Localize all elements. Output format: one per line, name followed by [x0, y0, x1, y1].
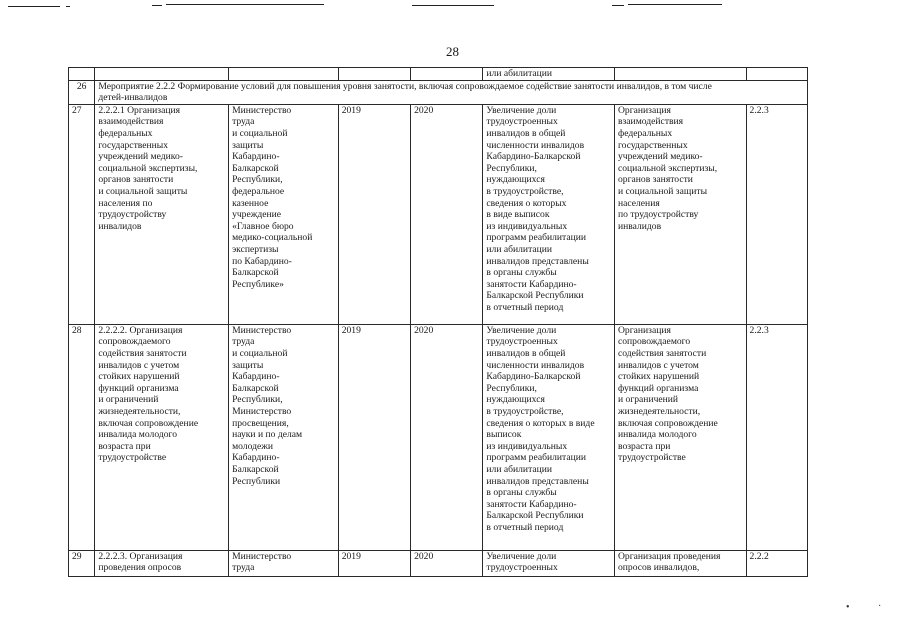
start-year: 2019 — [338, 550, 410, 576]
scan-line — [8, 6, 60, 7]
row-number: 26 — [69, 80, 95, 104]
page-number: 28 — [446, 44, 459, 59]
document-table — [68, 67, 808, 577]
measure-name: 2.2.2.2. Организация сопровождаемого содействия занятости инвалидов с учетом стойких нарушений функций организма и ограничений жизнедеятельности, включая сопровождение инвалида молодого возраста при трудоустройстве — [95, 324, 229, 550]
main-directions: Организация взаимодействия федеральных государственных учреждений медико- социальной экспертизы, органов занятости и социальной защиты населения по трудоустройству инвалидов — [614, 104, 746, 324]
executor: Министерство труда и социальной защиты Кабардино- Балкарской Республики, федеральное казенное учреждение «Главное бюро медико-социальной экспертизы по Кабардино- Балкарской Республике» — [229, 104, 339, 324]
table-row — [69, 104, 808, 324]
scan-line — [628, 4, 722, 5]
scan-speck: · — [878, 601, 882, 612]
scan-line — [412, 5, 494, 6]
event-row — [69, 80, 808, 104]
end-year: 2020 — [411, 550, 483, 576]
row-number: 28 — [69, 324, 95, 550]
measure-name: 2.2.2.3. Организация проведения опросов — [95, 550, 229, 576]
row-number: 29 — [69, 550, 95, 576]
indicator-ref: 2.2.3 — [746, 324, 807, 550]
scan-line — [612, 5, 624, 6]
executor: Министерство труда и социальной защиты Кабардино- Балкарской Республики, Министерство просвещения, науки и по делам молодежи Кабардино- Балкарской Республики — [229, 324, 339, 550]
expected-result: Увеличение доли трудоустроенных инвалидов в общей численности инвалидов Кабардино-Балкарской Республики, нуждающихся в трудоустройстве, сведения о которых в виде выписок из индивидуальных программ реабилитации или абилитации инвалидов представлены в органы службы занятости Кабардино- Балкарской Республики в отчетный период — [483, 324, 615, 550]
end-year: 2020 — [411, 324, 483, 550]
row-number: 27 — [69, 104, 95, 324]
executor: Министерство труда — [229, 550, 339, 576]
scan-speck: • — [846, 602, 850, 613]
scan-line — [66, 6, 70, 7]
start-year: 2019 — [338, 104, 410, 324]
table-row — [69, 550, 808, 576]
end-year: 2020 — [411, 104, 483, 324]
expected-result: Увеличение доли трудоустроенных инвалидов в общей численности инвалидов Кабардино-Балкарской Республики, нуждающихся в трудоустройстве, сведения о которых в виде выписок из индивидуальных программ реабилитации или абилитации инвалидов представлены в органы службы занятости Кабардино- Балкарской Республики в отчетный период — [483, 104, 615, 324]
indicator-ref: 2.2.2 — [746, 550, 807, 576]
continuation-text: или абилитации — [483, 68, 615, 81]
main-directions: Организация сопровождаемого содействия занятости инвалидов с учетом стойких нарушений функций организма и ограничений жизнедеятельности, включая сопровождение инвалида молодого возраста при трудоустройстве — [614, 324, 746, 550]
event-title: Мероприятие 2.2.2 Формирование условий для повышения уровня занятости, включая сопровождаемое содействие занятости инвалидов, в том числе детей-инвалидов — [95, 80, 808, 104]
scan-line — [166, 4, 324, 5]
scan-line — [152, 5, 162, 6]
start-year: 2019 — [338, 324, 410, 550]
continuation-row — [69, 68, 808, 81]
expected-result: Увеличение доли трудоустроенных — [483, 550, 615, 576]
table-row — [69, 324, 808, 550]
measure-name: 2.2.2.1 Организация взаимодействия федеральных государственных учреждений медико- социальной экспертизы, органов занятости и социальной защиты населения по трудоустройству инвалидов — [95, 104, 229, 324]
indicator-ref: 2.2.3 — [746, 104, 807, 324]
main-directions: Организация проведения опросов инвалидов, — [614, 550, 746, 576]
